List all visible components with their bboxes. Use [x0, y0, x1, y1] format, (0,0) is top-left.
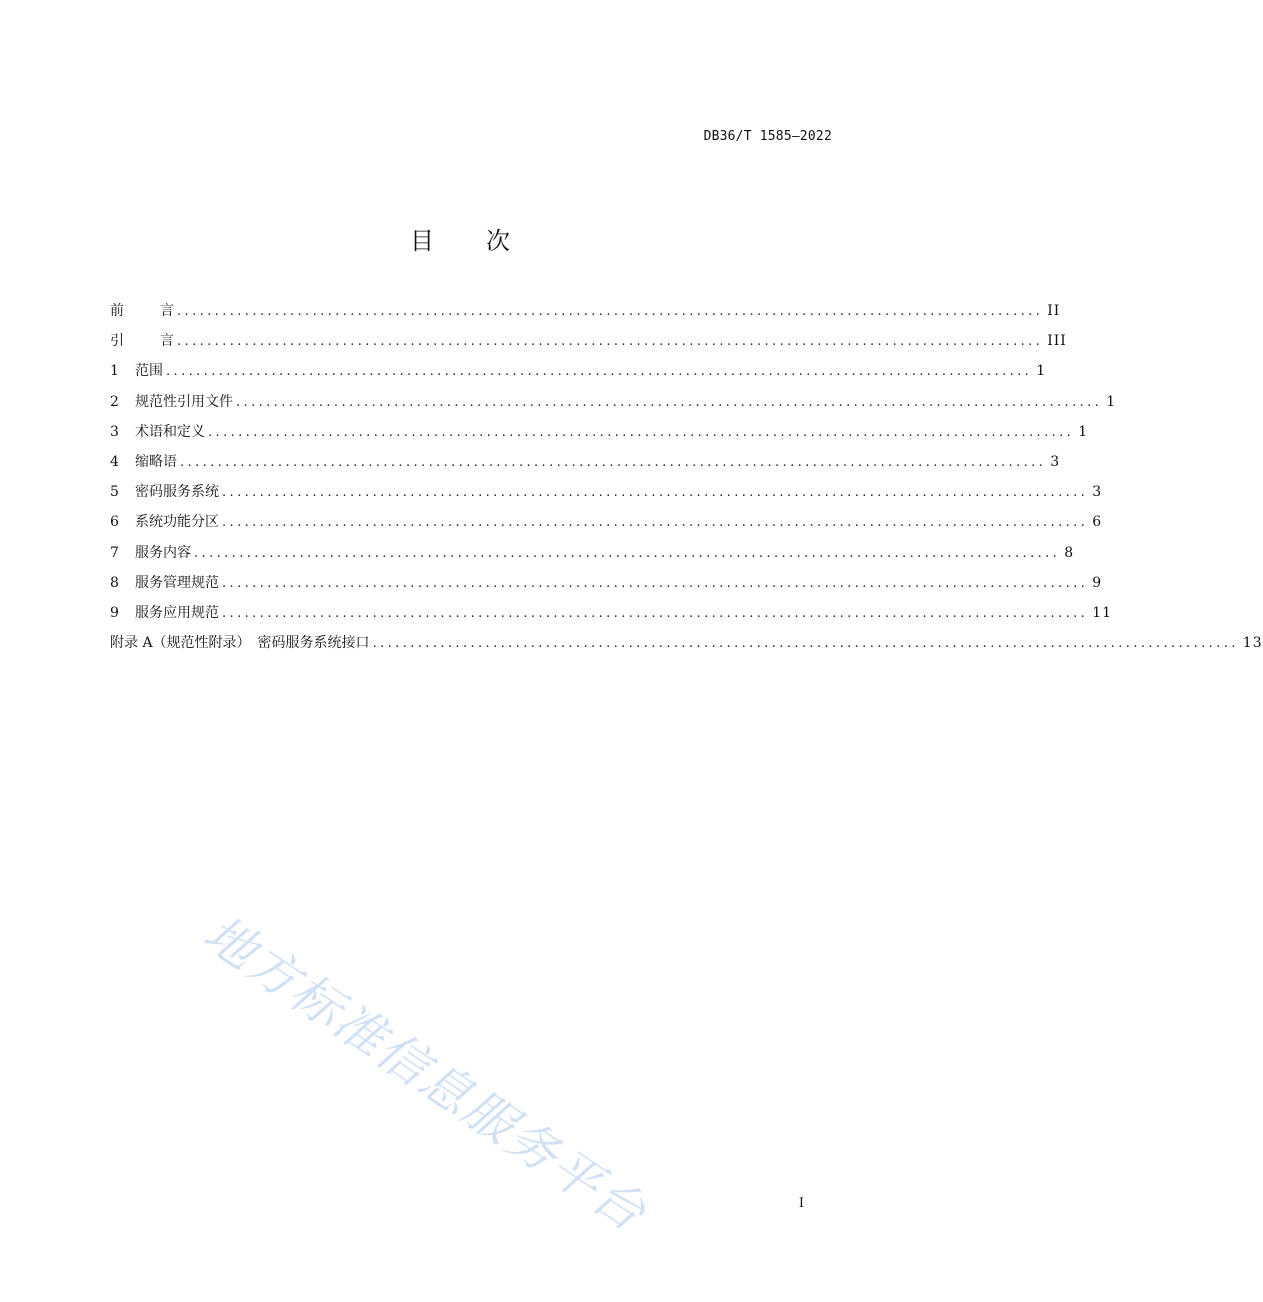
table-of-contents: [110, 296, 1263, 658]
toc-entry-appendix-a[interactable]: [110, 628, 1263, 658]
toc-entry-label: 系统功能分区: [135, 514, 219, 531]
toc-entry-label: 规范性引用文件: [135, 393, 233, 410]
toc-leader-dots: ...................................................................................................................: [177, 334, 1044, 350]
toc-entry-label: 术语和定义: [135, 423, 205, 440]
title-char-2: 次: [486, 227, 510, 255]
page-number: I: [798, 1196, 804, 1211]
toc-entry-foreword[interactable]: [110, 296, 1061, 326]
toc-entry-label: 前 言: [110, 303, 174, 319]
toc-leader-dots: ...................................................................................................................: [222, 515, 1089, 531]
toc-entry-page: III: [1047, 333, 1067, 350]
toc-entry-page: 8: [1064, 544, 1075, 561]
toc-entry-page: 1: [1036, 363, 1047, 380]
toc-entry-number: 2: [110, 393, 119, 410]
toc-entry-terms[interactable]: [110, 417, 1089, 447]
toc-entry-label: 引 言: [110, 333, 174, 350]
toc-leader-dots: ...................................................................................................................: [236, 394, 1103, 410]
toc-entry-page: 1: [1078, 423, 1089, 440]
toc-entry-page: II: [1047, 303, 1061, 319]
toc-entry-crypto-service-system[interactable]: [110, 477, 1103, 507]
toc-entry-page: 3: [1050, 453, 1061, 470]
toc-entry-label: 服务内容: [135, 544, 191, 561]
toc-entry-label: 服务应用规范: [135, 604, 219, 621]
toc-leader-dots: ...................................................................................................................: [166, 364, 1033, 380]
toc-leader-dots: ...................................................................................................................: [208, 424, 1075, 440]
toc-entry-number: 9: [110, 604, 119, 621]
toc-leader-dots: ...................................................................................................................: [180, 454, 1047, 470]
toc-entry-label: 密码服务系统: [135, 484, 219, 501]
toc-entry-page: 13: [1242, 635, 1263, 652]
toc-entry-number: 6: [110, 514, 119, 531]
toc-entry-number: 8: [110, 574, 119, 591]
toc-entry-label: 附录 A（规范性附录） 密码服务系统接口: [110, 635, 370, 652]
watermark: 地方标准信息服务平台: [193, 904, 657, 1243]
toc-leader-dots: ...................................................................................................................: [177, 304, 1044, 319]
toc-entry-introduction[interactable]: [110, 326, 1067, 356]
toc-entry-number: 4: [110, 453, 119, 470]
toc-entry-function-zones[interactable]: [110, 507, 1103, 537]
toc-entry-label: 缩略语: [135, 453, 177, 470]
toc-entry-abbreviations[interactable]: [110, 447, 1061, 477]
toc-leader-dots: ...................................................................................................................: [222, 575, 1089, 591]
toc-entry-page: 9: [1092, 574, 1103, 591]
toc-entry-label: 范围: [135, 363, 163, 380]
toc-entry-page: 11: [1092, 604, 1113, 621]
page-title: [0, 221, 920, 256]
toc-entry-service-management[interactable]: [110, 568, 1103, 598]
toc-leader-dots: ...................................................................................................................: [372, 636, 1239, 652]
toc-entry-page: 1: [1106, 393, 1117, 410]
toc-entry-normative-references[interactable]: [110, 387, 1117, 417]
document-code: DB36/T 1585—2022: [703, 129, 832, 144]
toc-leader-dots: ...................................................................................................................: [194, 545, 1061, 561]
toc-entry-number: 7: [110, 544, 119, 561]
toc-entry-number: 5: [110, 484, 119, 501]
toc-entry-service-application[interactable]: [110, 598, 1113, 628]
toc-leader-dots: ...................................................................................................................: [222, 605, 1089, 621]
toc-entry-page: 3: [1092, 484, 1103, 501]
toc-entry-label: 服务管理规范: [135, 574, 219, 591]
toc-entry-number: 1: [110, 363, 119, 380]
toc-entry-number: 3: [110, 423, 119, 440]
toc-entry-scope[interactable]: [110, 356, 1047, 386]
title-char-1: 目: [410, 227, 434, 255]
toc-entry-service-content[interactable]: [110, 538, 1075, 568]
toc-leader-dots: ...................................................................................................................: [222, 485, 1089, 501]
toc-entry-page: 6: [1092, 514, 1103, 531]
